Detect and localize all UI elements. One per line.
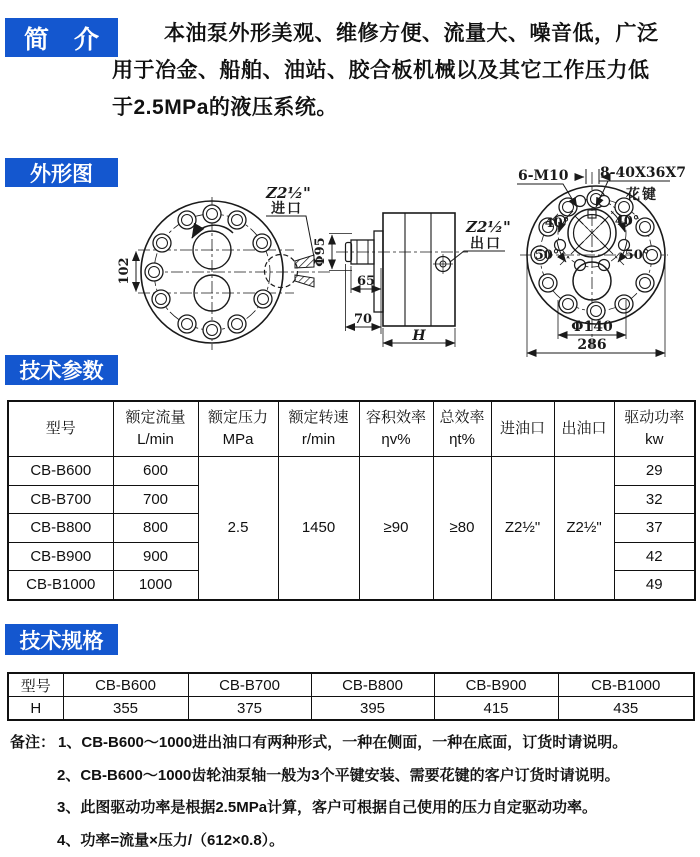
dim-label-70: 70 [354,312,372,327]
cell: 355 [63,697,188,721]
pump-front-view [117,184,332,350]
outline-drawings [0,160,700,360]
col-header-inlet: 进油口 [491,401,554,457]
cell-power: 49 [614,571,695,600]
cell-outlet: Z2½" [554,457,614,600]
cell: 395 [311,697,434,721]
inlet-label: 进口 [270,200,303,216]
cell: 375 [188,697,311,721]
notes-block [10,727,698,857]
cell-model: CB-B1000 [8,571,113,600]
note-item: 3、此图驱动功率是根据2.5MPa计算，客户可根据自己使用的压力自定驱动功率。 [57,799,597,816]
cell-power: 29 [614,457,695,486]
bolt-callout-label: 6-M10 [518,168,569,184]
cell-flow: 800 [113,514,198,543]
cell-flow: 1000 [113,571,198,600]
cell: CB-B1000 [558,673,694,697]
cell-vol-eff: ≥90 [359,457,433,600]
cell-model: CB-B700 [8,485,113,514]
cell: CB-B700 [188,673,311,697]
cell: H [8,697,63,721]
header-row [8,401,695,457]
dim-label-phi140: Φ140 [571,319,613,335]
col-header-model: 型号 [8,401,113,457]
col-header-power: 驱动功率 kw [614,401,695,457]
spec-row-models [8,673,694,697]
intro-paragraph [112,15,696,126]
spline-spec-label: 8-40X36X7 [600,165,686,181]
note-line [10,825,698,857]
inlet-port-circle [265,255,298,288]
dim-label-phi95: Φ95 [313,237,328,266]
section-header-tech-params: 技术参数 [5,355,118,385]
cell-flow: 700 [113,485,198,514]
tech-specs-table [7,672,695,721]
dim-label-286: 286 [577,337,606,353]
cell: 型号 [8,673,63,697]
angle-label-40: 40° [615,214,640,229]
section-header-outline: 外形图 [5,158,118,187]
col-header-pressure: 额定压力 MPa [198,401,278,457]
cell-speed: 1450 [278,457,359,600]
col-header-flow: 额定流量 L/min [113,401,198,457]
spec-row-height [8,697,694,721]
note-item: 1、CB-B600～1000进出油口有两种形式，一种在侧面，一种在底面，订货时请说明。 [58,734,627,751]
note-item: 4、功率=流量×压力/（612×0.8）。 [57,832,284,849]
cell-model: CB-B600 [8,457,113,486]
angle-label-50: 50° [535,248,560,263]
spline-word-label: 花键 [625,186,658,202]
notes-label: 备注： [10,734,55,751]
angle-label-50: 50° [625,248,650,263]
dim-label-102: 102 [117,257,132,284]
pump-side-view [313,213,511,347]
note-item: 2、CB-B600～1000齿轮油泵轴一般为3个平键安装、需要花键的客户订货时请说明。 [57,767,620,784]
col-header-speed: 额定转速 r/min [278,401,359,457]
cell: CB-B800 [311,673,434,697]
note-line [10,760,698,793]
note-line [10,792,698,825]
pump-rear-view [517,165,686,357]
col-header-outlet: 出油口 [554,401,614,457]
cell-power: 37 [614,514,695,543]
inlet-size-label: Z2½" [265,184,311,202]
cell-pressure: 2.5 [198,457,278,600]
inlet-nozzle-hatch [295,255,314,268]
cell-total-eff: ≥80 [433,457,491,600]
cell: 415 [434,697,558,721]
inlet-nozzle-hatch [295,275,314,287]
cell-inlet: Z2½" [491,457,554,600]
dim-label-65: 65 [357,274,375,289]
cell: CB-B900 [434,673,558,697]
col-header-vol-eff: 容积效率 ηv% [359,401,433,457]
cell: CB-B600 [63,673,188,697]
cell: 435 [558,697,694,721]
cell-flow: 600 [113,457,198,486]
intro-line: 于2.5MPa的液压系统。 [112,89,696,126]
outlet-size-label: Z2½" [465,218,511,236]
note-line [10,727,698,760]
tech-params-table [7,400,696,601]
dim-label-H: H [411,328,426,344]
cell-model: CB-B800 [8,514,113,543]
section-header-tech-specs: 技术规格 [5,624,118,655]
angle-label-40: 40° [545,216,570,231]
param-row [8,457,695,486]
intro-line: 用于冶金、船舶、油站、胶合板机械以及其它工作压力低 [112,52,696,89]
cell-model: CB-B900 [8,542,113,571]
intro-line: 本油泵外形美观、维修方便、流量大、噪音低，广泛 [112,15,696,52]
cell-power: 32 [614,485,695,514]
col-header-total-eff: 总效率 ηt% [433,401,491,457]
cell-flow: 900 [113,542,198,571]
cell-power: 42 [614,542,695,571]
outlet-label: 出口 [470,235,502,251]
section-header-intro: 简 介 [5,18,118,57]
